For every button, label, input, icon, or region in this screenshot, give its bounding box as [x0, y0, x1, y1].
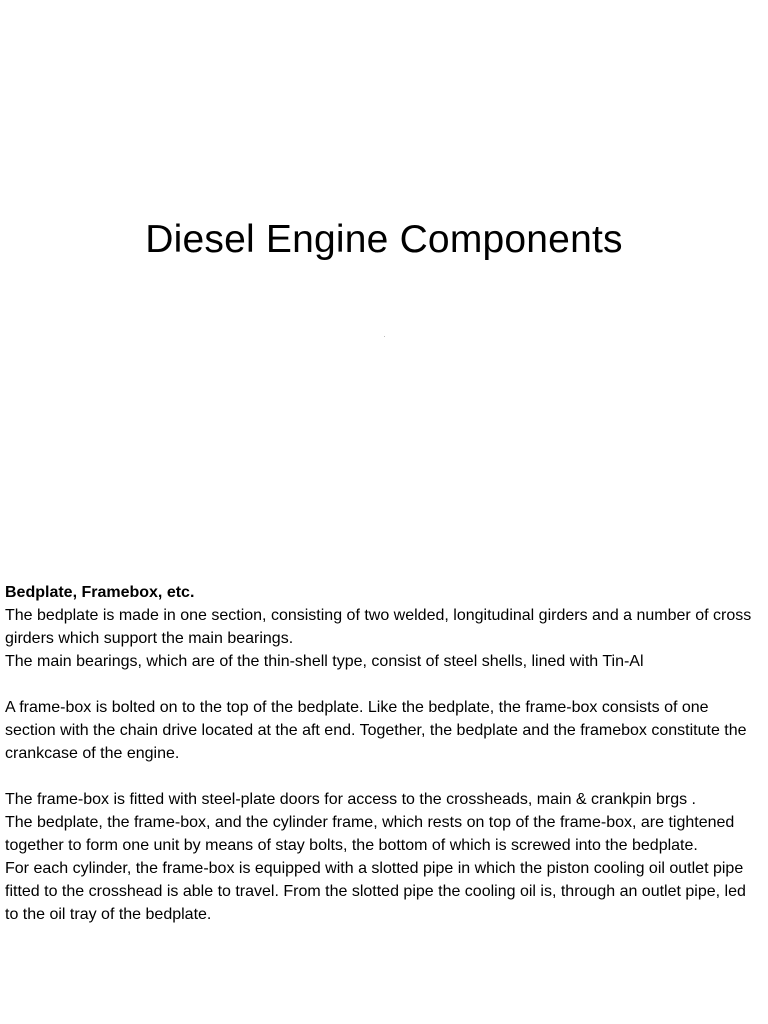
paragraph-frame-box: A frame-box is bolted on to the top of the bedplate. Like the bedplate, the frame-box consists of one section with the chain drive located at the aft end. Together, the bedplate and the framebox constitute the crankcase of the engine. [5, 699, 747, 762]
page-title: Diesel Engine Components [145, 218, 623, 261]
spacer [5, 765, 763, 788]
paragraph-stay-bolts: The bedplate, the frame-box, and the cylinder frame, which rests on top of the frame-box, are tightened together to form one unit by means of stay bolts, the bottom of which is screwed into the bedplate. [5, 814, 735, 854]
body-text [5, 581, 763, 926]
center-dot [384, 336, 385, 337]
paragraph-bedplate: The bedplate is made in one section, consisting of two welded, longitudinal girders and a number of cross girders which support the main bearings. [5, 607, 752, 647]
paragraph-main-bearings: The main bearings, which are of the thin-shell type, consist of steel shells, lined with Tin-Al [5, 653, 644, 670]
section-heading: Bedplate, Framebox, etc. [5, 584, 195, 601]
paragraph-doors: The frame-box is fitted with steel-plate doors for access to the crossheads, main & crankpin brgs . [5, 791, 696, 808]
spacer [5, 673, 763, 696]
paragraph-slotted-pipe: For each cylinder, the frame-box is equipped with a slotted pipe in which the piston cooling oil outlet pipe fitted to the crosshead is able to travel. From the slotted pipe the cooling oil is, through an outlet pipe, led to the oil tray of the bedplate. [5, 860, 746, 923]
